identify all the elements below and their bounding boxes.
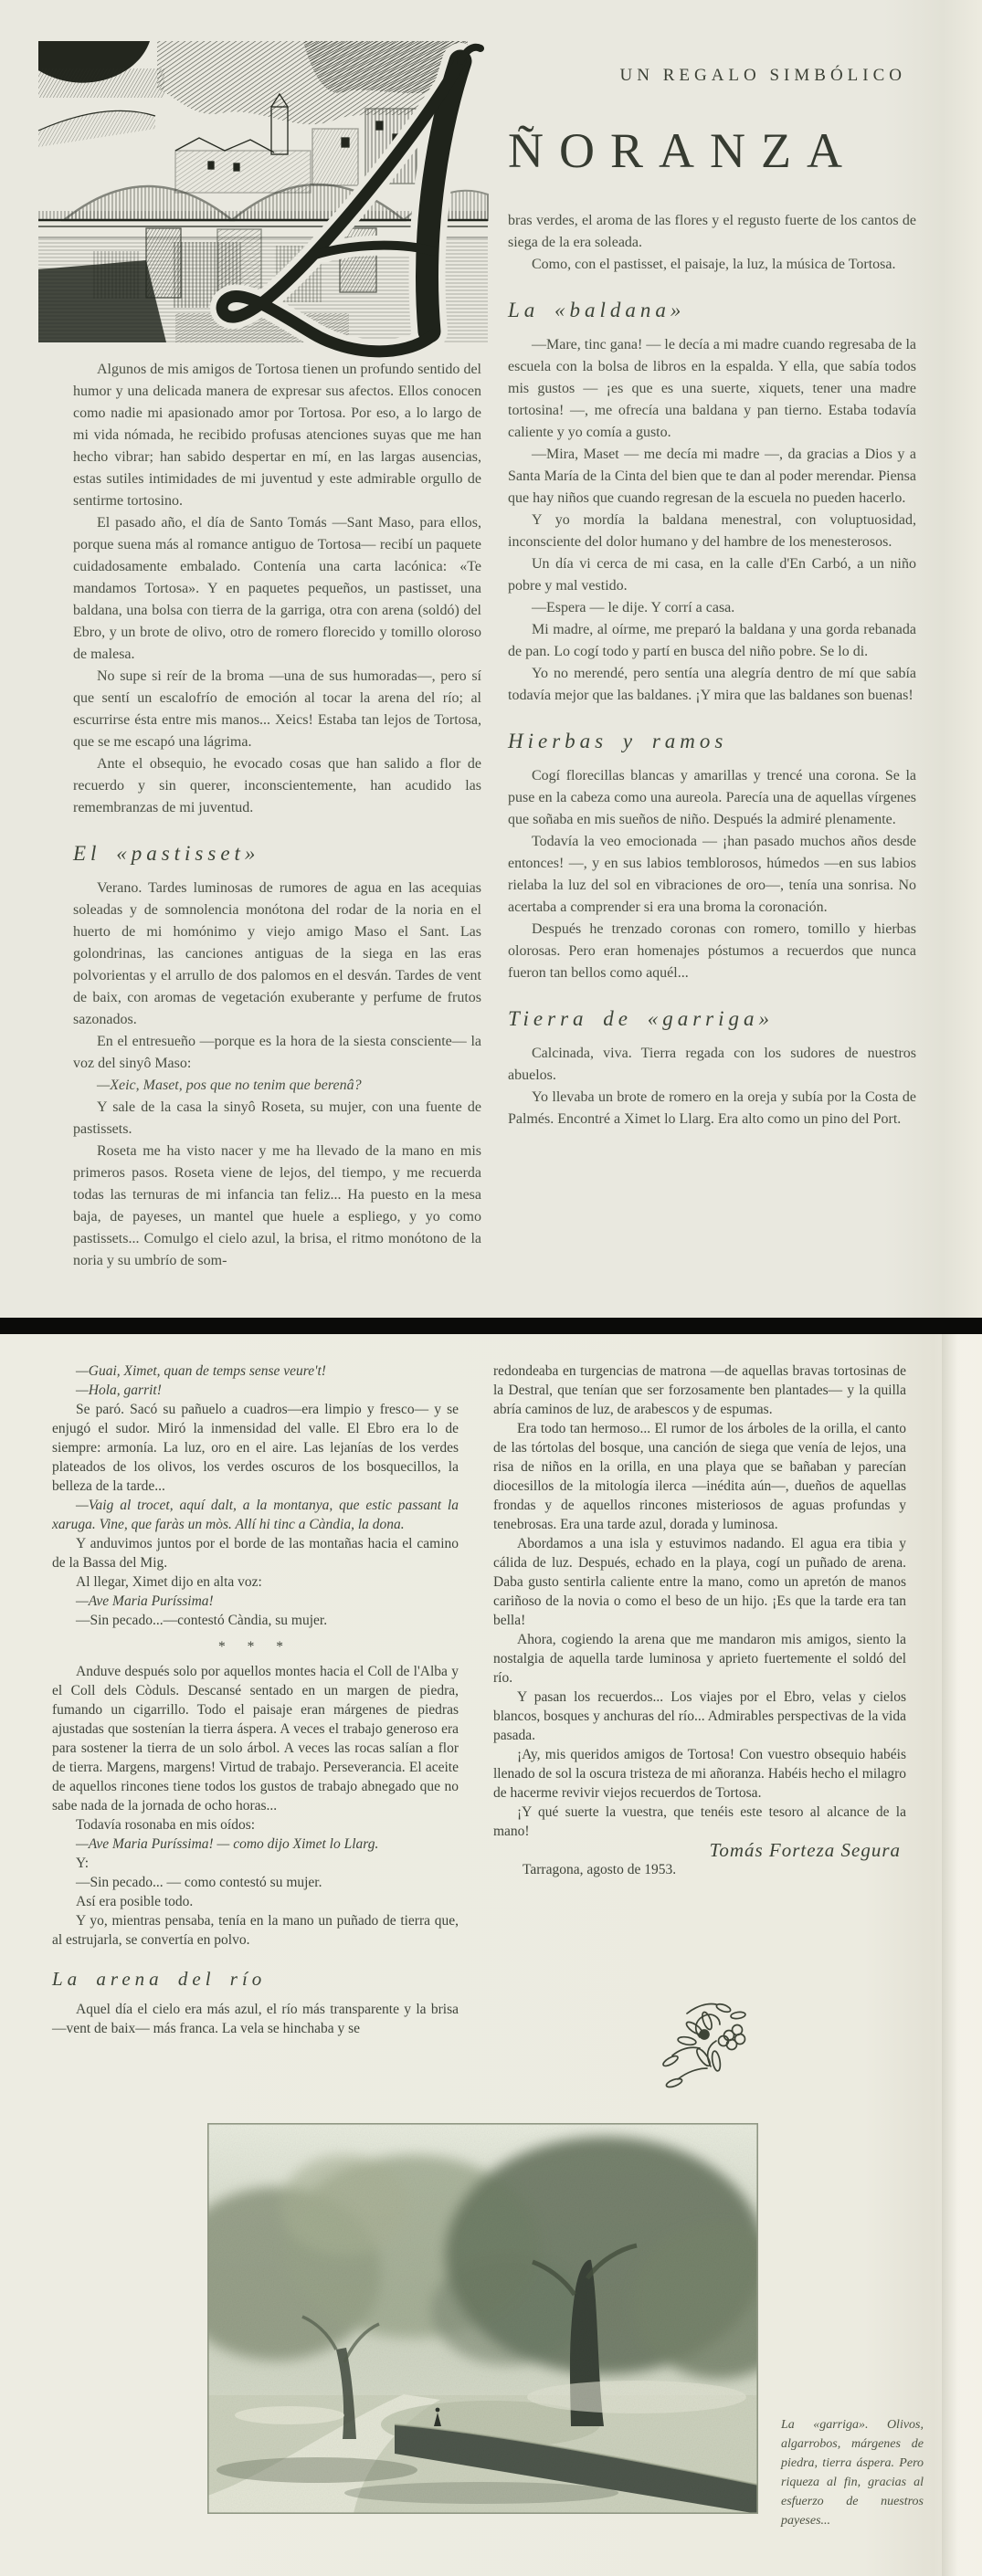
paragraph: Abordamos a una isla y estuvimos nadando. El agua era tibia y cálida de luz. Después, echado en la playa, cogí un puñado de arena. Daba gusto sentirla caliente entre la mano, como un apretón de manos cariñoso de la novia o como el beso de un hijo. ¡Es que la tarde era tan bella! — [493, 1536, 906, 1628]
paragraph: Y yo, mientras pensaba, tenía en la mano un puñado de tierra que, al estrujarla, se convertía en polvo. — [52, 1913, 459, 1948]
paragraph: —Xeic, Maset, pos que no tenim que berenâ? — [97, 1078, 362, 1093]
paragraph: Yo no merendé, pero sentía una alegría dentro de mí que sabía todavía mejor que las baldanes. ¡Y mira que las baldanes son buenas! — [508, 666, 916, 703]
paragraph: Y pasan los recuerdos... Los viajes por el Ebro, velas y cielos blancos, bosques y anchuras del río... Admirables perspectivas de la vida pasada. — [493, 1689, 906, 1743]
stars-divider: * * * — [218, 1639, 292, 1655]
paragraph: —Vaig al trocet, aquí dalt, a la montanya, que estic passant la xaruga. Vine, que faràs un mòs. Allí hi tinc a Càndia, la dona. — [52, 1498, 459, 1532]
paragraph: No supe si reír de la broma —una de sus humoradas—, pero sí que sentí un escalofrío de emoción al tocar la arena del río; al escurrirse ésta entre mis manos... Xeics! Estaba tan lejos de Tortosa, que se me escapó una lágrima. — [73, 668, 481, 750]
page1-right-column — [508, 210, 916, 1130]
paragraph: —Guai, Ximet, quan de temps sense veure't! — [76, 1363, 326, 1379]
paragraph: Y yo mordía la baldana menestral, con voluptuosidad, inconsciente del dolor humano y del hambre de los menesterosos. — [508, 512, 916, 550]
paragraph: En el entresueño —porque es la hora de la siesta consciente— la voz del sinyô Maso: — [73, 1034, 481, 1071]
page-2 — [0, 1334, 982, 2576]
paragraph: —Sin pecado... — como contestó su mujer. — [76, 1875, 322, 1890]
paragraph: redondeaba en turgencias de matrona —de aquellas bravas tortosinas de la Destral, que tenían que ser forzosamente ben plantades— y la quilla abría caminos de luz, de arabescos y de espumas. — [493, 1363, 906, 1417]
paragraph: Cogí florecillas blancas y amarillas y trencé una corona. Se la puse en la cabeza como una aureola. Parecía una de aquellas vírgenes que soñaba en mis sueños de niño. Después la admiré plenamente. — [508, 768, 916, 827]
paragraph: Anduve después solo por aquellos montes hacia el Coll de l'Alba y el Coll dels Còduls. Descansé sentado en un margen de piedra, fumando un cigarrillo. Todo el paisaje eran márgenes de piedras ajustadas que sostenían la tierra áspera. A veces el trabajo generoso era para sostener la tierra de un solo árbol. A veces las rocas salían a flor de tierra. Margens, margens! Virtud de trabajo. Perseverancia. El aceite de aquellos rincones tiene todos los gustos de trabajo abnegado que no sabe nada de la jornada de ocho horas... — [52, 1664, 459, 1814]
paragraph: bras verdes, el aroma de las flores y el regusto fuerte de los cantos de siega de la era soleada. — [508, 213, 916, 250]
section-kicker: UN REGALO SIMBÓLICO — [619, 66, 906, 85]
paragraph: Aquel día el cielo era más azul, el río más transparente y la brisa —vent de baix— más franca. La vela se hinchaba y se — [52, 2002, 459, 2036]
paragraph: Era todo tan hermoso... El rumor de los árboles de la orilla, el canto de las tórtolas del bosque, una canción de siega que venía de lejos, una risa de niños en la orilla, en una playa que se bañaban y parecían diocesillos de la mitología ilerca —inédita aún—, dueños de aquellas frondas y de aquellos rincones misteriosos de aguas profundas y tenebrosas. Era una tarde azul, dorada y luminosa. — [493, 1421, 906, 1532]
paragraph: Ante el obsequio, he evocado cosas que han salido a flor de recuerdo y sin querer, inconscientemente, han acudido las remembranzas de mi juventud. — [73, 756, 481, 815]
page-edge-shadow — [942, 1334, 982, 2576]
page-gap-divider — [0, 1318, 982, 1334]
page-title: ÑORANZA — [508, 123, 858, 178]
section-heading: Hierbas y ramos — [508, 730, 728, 752]
author-signature: Tomás Forteza Segura — [709, 1839, 901, 1861]
paragraph: —Sin pecado...—contestó Càndia, su mujer. — [76, 1613, 328, 1628]
photo-caption: La «garriga». Olivos, algarrobos, márgenes de piedra, tierra áspera. Pero riqueza al fin, gracias al esfuerzo de nuestros payeses... — [781, 2418, 924, 2528]
flower-ornament — [660, 2001, 767, 2092]
page1-left-column — [73, 359, 481, 1272]
paragraph: Y anduvimos juntos por el borde de las montañas hacia el camino de la Bassa del Mig. — [52, 1536, 459, 1571]
paragraph: —Mira, Maset — me decía mi madre —, da gracias a Dios y a Santa María de la Cinta del bien que te dan al poder merendar. Piensa que hay niños que cuando regresan de la escuela no pueden hacerlo. — [508, 447, 916, 506]
paragraph: —Hola, garrit! — [76, 1383, 162, 1398]
paragraph: Todavía la veo emocionada — ¡han pasado muchos años desde entonces! —, y en sus labios temblorosos, húmedos —en sus labios rielaba la luz del sol en vibraciones de oro—, tenía una sonrisa. No acertaba a comprender si era una broma la coronación. — [508, 834, 916, 915]
section-heading: El «pastisset» — [73, 842, 260, 865]
paragraph: El pasado año, el día de Santo Tomás —Sant Maso, para ellos, porque suena más al romance antiguo de Tortosa— recibí un paquete cuidadosamente embalado. Contenía una carta lacónica: «Te mandamos Tortosa». Y en paquetes pequeños, un pastisset, una baldana, una bolsa con tierra de la garriga, otra con arena (soldó) del Ebro, y un brote de olivo, otro de romero florecido y tomillo oloroso de malesa. — [73, 515, 481, 662]
paragraph: Calcinada, viva. Tierra regada con los sudores de nuestros abuelos. — [508, 1046, 916, 1083]
paragraph: Algunos de mis amigos de Tortosa tienen un profundo sentido del humor y una delicada manera de expresar sus afectos. Ellos conocen como nadie mi apasionado amor por Tortosa. Por eso, a lo largo de mi vida nómada, he recibido profusas atenciones suyas que me han hecho vibrar; han sabido despertar en mí, en las largas ausencias, estas sutiles intimidades de mi juventud y este admirable orgullo de sentirme tortosino. — [73, 362, 481, 509]
paragraph: Se paró. Sacó su pañuelo a cuadros—era limpio y fresco— y se enjugó el sudor. Miró la inmensidad del valle. El Ebro era lo de siempre: armonía. La luz, oro en el aire. Las lejanías de los verdes plateados de los olivos, los verdes oscuros de los bosquecillos, la belleza de la tarde... — [52, 1402, 459, 1494]
paragraph: Todavía rosonaba en mis oídos: — [76, 1817, 256, 1833]
olive-grove-photo — [207, 2123, 758, 2514]
paragraph: ¡Y qué suerte la vuestra, que tenéis este tesoro al alcance de la mano! — [493, 1804, 906, 1839]
paragraph: Mi madre, al oírme, me preparó la baldana y una gorda rebanada de pan. Lo cogí todo y partí en busca del niño pobre. Se lo di. — [508, 622, 916, 659]
paragraph: ¡Ay, mis queridos amigos de Tortosa! Con vuestro obsequio habéis llenado de sol la oscura tristeza de mi añoranza. Habéis hecho el milagro de hacerme revivir viejos recuerdos de Tortosa. — [493, 1747, 906, 1801]
page2-right-column — [493, 1362, 906, 1879]
paragraph: —Ave Maria Puríssima! — como dijo Ximet lo Llarg. — [76, 1836, 379, 1852]
paragraph: Y: — [76, 1856, 90, 1871]
paragraph: Y sale de la casa la sinyô Roseta, su mujer, con una fuente de pastissets. — [73, 1099, 481, 1137]
paragraph: Así era posible todo. — [76, 1894, 194, 1909]
page2-left-column — [52, 1362, 459, 2038]
paragraph: Yo llevaba un brote de romero en la oreja y subía por la Costa de Palmés. Encontré a Ximet lo Llarg. Era alto como un pino del Port. — [508, 1089, 916, 1127]
paragraph: Como, con el pastisset, el paisaje, la luz, la música de Tortosa. — [532, 257, 896, 272]
paragraph: Un día vi cerca de mi casa, en la calle d'En Carbó, a un niño pobre y mal vestido. — [508, 556, 916, 594]
paragraph: Verano. Tardes luminosas de rumores de agua en las acequias soleadas y de somnolencia monótona del rodar de la noria en el huerto de mi homónimo y viejo amigo Maso el Sant. Las golondrinas, las canciones antiguas de la siega en las eras polvorientas y el arrullo de dos palomos en el desván. Tardes de vent de baix, con aromas de vegetación exuberante y perfume de frutos sazonados. — [73, 880, 481, 1027]
paragraph: Después he trenzado coronas con romero, tomillo y hierbas olorosas. Pero eran homenajes póstumos a recuerdos que nunca fueron tan bellos como aquél... — [508, 921, 916, 981]
paragraph: Al llegar, Ximet dijo en alta voz: — [76, 1574, 262, 1590]
paragraph: Roseta me ha visto nacer y me ha llevado de la mano en mis primeros pasos. Roseta viene de lejos, del tiempo, y me recuerda todas las ternuras de mi infancia tan feliz... Ha puesto en la mesa baja, de payeses, un mantel que huele a espliego, y yo como pastissets... Comulgo el cielo azul, la brisa, el ritmo monótono de la noria y su umbrío de som- — [73, 1143, 481, 1268]
bridge-woodcut-illustration — [38, 41, 488, 342]
paragraph: Ahora, cogiendo la arena que me mandaron mis amigos, siento la nostalgia de aquella tarde luminosa y aprieto fuertemente el soldó del río. — [493, 1632, 906, 1686]
section-heading: Tierra de «garriga» — [508, 1007, 775, 1030]
paragraph: —Mare, tinc gana! — le decía a mi madre cuando regresaba de la escuela con la bolsa de libros en la espalda. Y ella, que sabía todos mis gustos — ¡es que es una suerte, xiquets, tener una madre tortosina! —, me ofrecía una baldana y pan tierno. Estaba todavía caliente y yo comía a gusto. — [508, 337, 916, 440]
paragraph: —Ave Maria Puríssima! — [76, 1593, 214, 1609]
section-heading: La arena del río — [52, 1968, 267, 1990]
section-heading: La «baldana» — [508, 299, 686, 321]
dateline: Tarragona, agosto de 1953. — [523, 1862, 677, 1877]
paragraph: —Espera — le dije. Y corrí a casa. — [532, 600, 735, 615]
